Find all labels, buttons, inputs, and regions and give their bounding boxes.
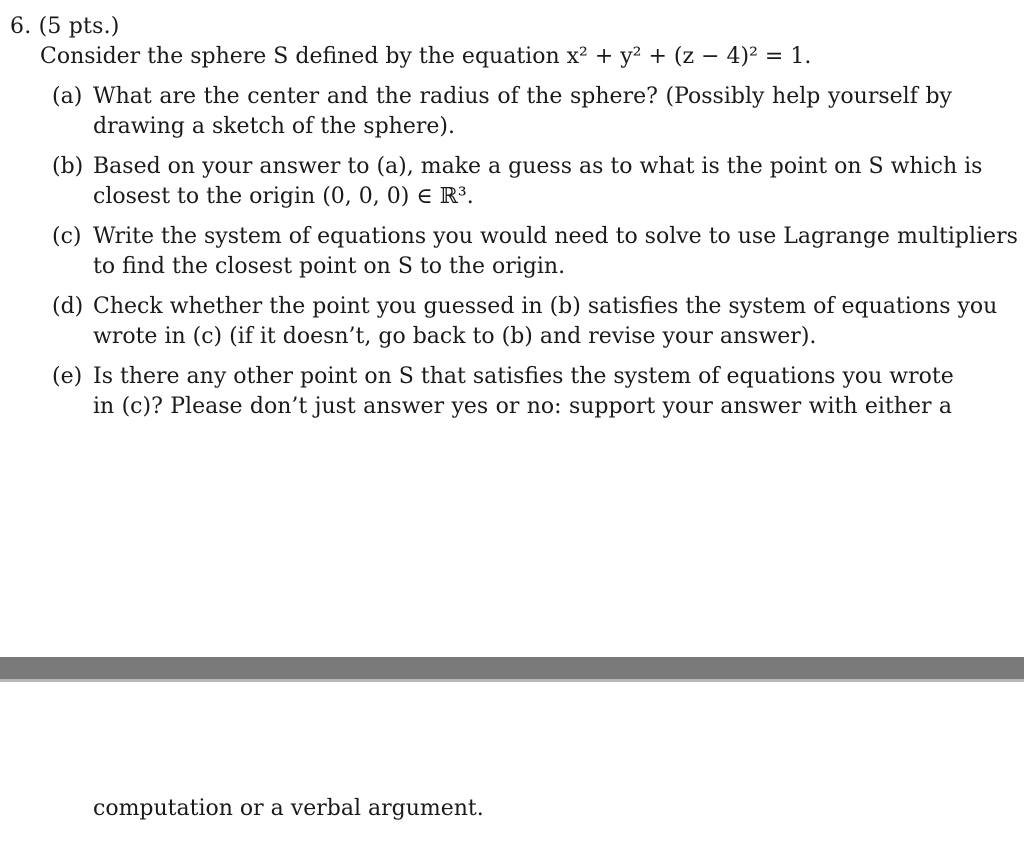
part-b-label: (b)	[52, 154, 84, 179]
part-c-label: (c)	[52, 224, 82, 249]
part-a-line-1: What are the center and the radius of the sphere? (Possibly help yourself by	[93, 84, 952, 109]
part-c-text	[93, 222, 1018, 282]
part-b	[52, 152, 983, 212]
part-d-text	[93, 292, 998, 352]
part-e-line-2: in (c)? Please don’t just answer yes or no: support your answer with either a	[93, 394, 952, 419]
page-break-shadow	[0, 679, 1024, 682]
part-d-label: (d)	[52, 294, 84, 319]
part-a	[52, 82, 952, 142]
part-e-continuation: computation or a verbal argument.	[93, 796, 484, 821]
part-a-line-2: drawing a sketch of the sphere).	[93, 114, 455, 139]
part-d-line-1: Check whether the point you guessed in (b) satisfies the system of equations you	[93, 294, 998, 319]
page-break-divider	[0, 657, 1024, 679]
part-c	[52, 222, 1018, 282]
part-d	[52, 292, 998, 352]
part-e	[52, 362, 952, 422]
part-b-line-2: closest to the origin (0, 0, 0) ∈ ℝ³.	[93, 184, 474, 209]
part-c-line-2: to find the closest point on S to the origin.	[93, 254, 566, 279]
part-e-label: (e)	[52, 364, 83, 389]
part-b-text	[93, 152, 983, 212]
part-b-line-1: Based on your answer to (a), make a guess as to what is the point on S which is	[93, 154, 983, 179]
part-d-line-2: wrote in (c) (if it doesn’t, go back to (b) and revise your answer).	[93, 324, 817, 349]
problem-number: 6. (5 pts.)	[10, 14, 120, 39]
problem-parts	[52, 82, 1018, 432]
part-e-text	[93, 362, 952, 422]
part-a-text	[93, 82, 952, 142]
problem-intro: Consider the sphere S defined by the equation x² + y² + (z − 4)² = 1.	[40, 44, 812, 69]
part-e-line-1: Is there any other point on S that satisfies the system of equations you wrote	[93, 364, 954, 389]
part-c-line-1: Write the system of equations you would need to solve to use Lagrange multipliers	[93, 224, 1018, 249]
part-a-label: (a)	[52, 84, 83, 109]
